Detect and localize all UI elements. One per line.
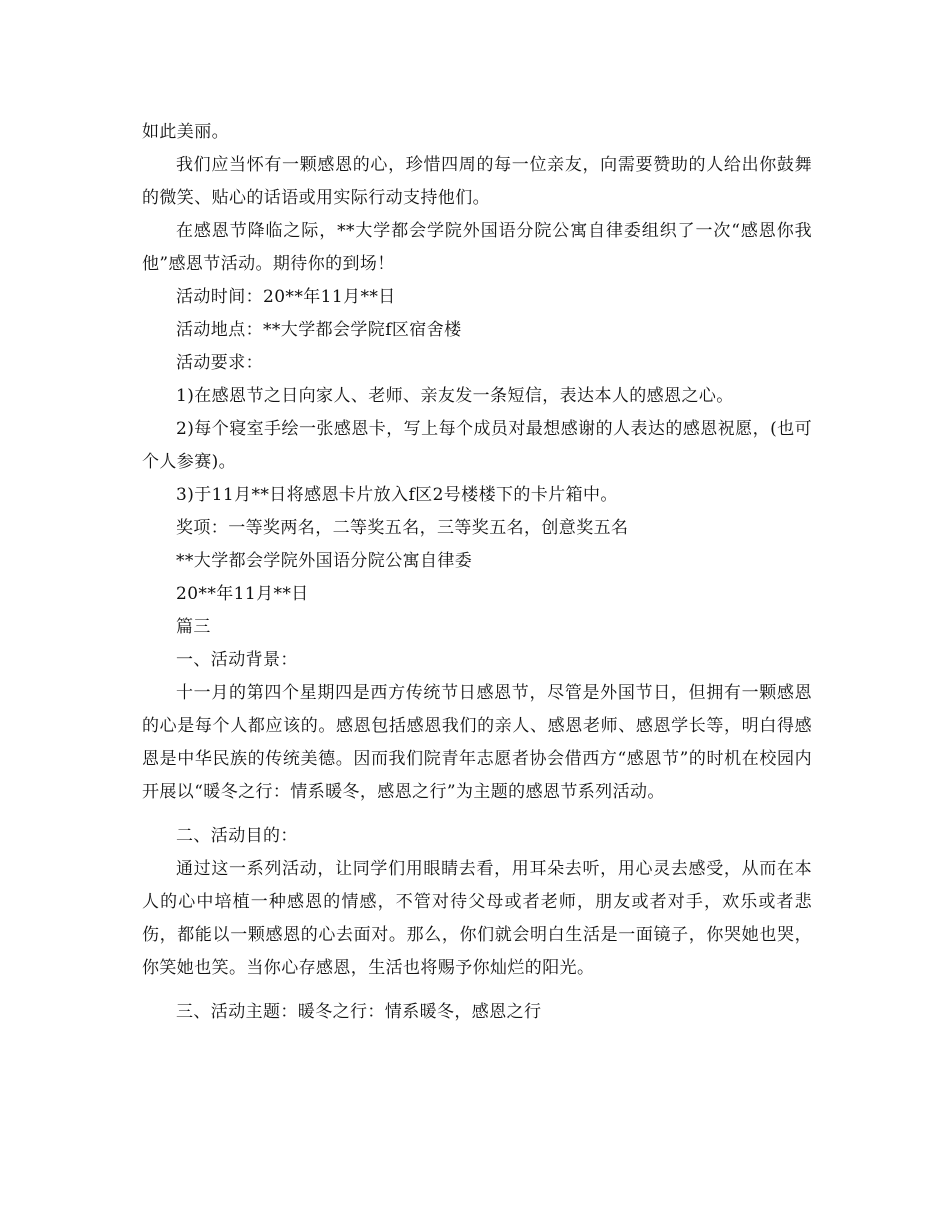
awards: 奖项：一等奖两名，二等奖五名，三等奖五名，创意奖五名 (176, 518, 629, 538)
requirement-2: 2)每个寝室手绘一张感恩卡，写上每个成员对最想感谢的人表达的感恩祝愿，(也可个人参赛)。 (142, 419, 812, 472)
heading-purpose: 二、活动目的： (176, 826, 298, 846)
requirement-1: 1)在感恩节之日向家人、老师、亲友发一条短信，表达本人的感恩之心。 (176, 386, 734, 406)
requirement-3: 3)于11月**日将感恩卡片放入f区2号楼楼下的卡片箱中。 (176, 485, 618, 505)
event-location: 活动地点：**大学都会学院f区宿舍楼 (176, 320, 462, 340)
paragraph-background: 十一月的第四个星期四是西方传统节日感恩节，尽管是外国节日，但拥有一颗感恩的心是每个人都应该的。感恩包括感恩我们的亲人、感恩老师、感恩学长等，明白得感恩是中华民族的传统美德。因而我们院青年志愿者协会借西方“感恩节”的时机在校园内开展以“暖冬之行：情系暖冬，感恩之行”为主题的感恩节系列活动。 (142, 683, 812, 802)
paragraph-gratitude-heart: 我们应当怀有一颗感恩的心，珍惜四周的每一位亲友，向需要赞助的人给出你鼓舞的微笑、贴心的话语或用实际行动支持他们。 (142, 155, 812, 208)
heading-background: 一、活动背景： (176, 650, 298, 670)
organizer-signature: **大学都会学院外国语分院公寓自律委 (176, 551, 473, 571)
paragraph-event-announcement: 在感恩节降临之际，**大学都会学院外国语分院公寓自律委组织了一次“感恩你我他”感恩节活动。期待你的到场！ (142, 221, 812, 274)
paragraph-continuation: 如此美丽。 (142, 122, 229, 142)
paragraph-purpose: 通过这一系列活动，让同学们用眼睛去看，用耳朵去听，用心灵去感受，从而在本人的心中培植一种感恩的情感，不管对待父母或者老师，朋友或者对手，欢乐或者悲伤，都能以一颗感恩的心去面对。那么，你们就会明白生活是一面镜子，你哭她也哭，你笑她也笑。当你心存感恩，生活也将赐予你灿烂的阳光。 (142, 859, 812, 978)
heading-theme: 三、活动主题：暖冬之行：情系暖冬，感恩之行 (176, 1002, 542, 1022)
event-requirements-heading: 活动要求： (176, 353, 263, 373)
signature-date: 20**年11月**日 (176, 584, 309, 604)
event-time: 活动时间：20**年11月**日 (176, 287, 396, 307)
document-body (142, 116, 812, 1029)
section-title-part-three: 篇三 (176, 617, 211, 637)
